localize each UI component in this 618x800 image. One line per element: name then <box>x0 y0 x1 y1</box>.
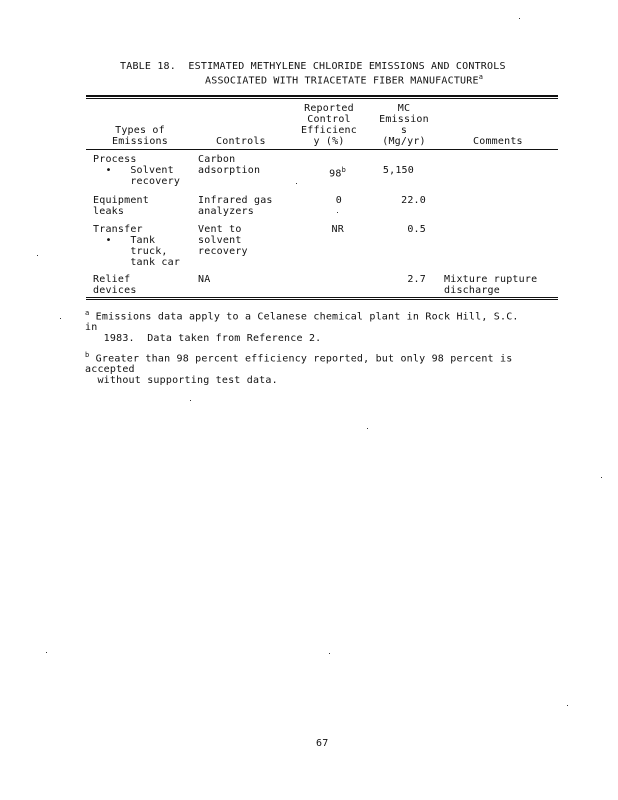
scan-speck <box>567 705 568 706</box>
scan-speck <box>519 18 520 19</box>
title-footnote-mark: a <box>478 73 484 81</box>
row-relief-type-line1: Relief <box>93 274 131 285</box>
footnote-a-line3: 1983. Data taken from Reference 2. <box>85 333 322 345</box>
row-relief-comments <box>444 274 537 296</box>
table-title-line2-text: ASSOCIATED WITH TRIACETATE FIBER MANUFACTURE <box>205 75 479 87</box>
top-rule-thin <box>86 98 558 99</box>
bottom-rule-2 <box>86 299 558 300</box>
header-types <box>100 125 180 147</box>
row-transfer-ctrl-line1: Vent to <box>198 224 242 235</box>
bottom-rule <box>86 297 558 298</box>
row-transfer-controls <box>198 224 248 257</box>
header-eff-line2: Control <box>307 114 351 125</box>
row-transfer-ctrl-line3: recovery <box>198 246 248 257</box>
row-process-types <box>93 154 180 187</box>
row-equipment-emissions: 22.0 <box>401 195 426 206</box>
row-transfer-emissions: 0.5 <box>407 224 426 235</box>
scan-speck <box>190 400 191 401</box>
row-process-type-line1: Process <box>93 154 137 165</box>
row-transfer-ctrl-line2: solvent <box>198 235 242 246</box>
scan-speck <box>367 428 368 429</box>
header-eff-line3: Efficienc <box>301 125 357 136</box>
header-controls: Controls <box>216 136 266 147</box>
row-equipment-efficiency: 0 <box>335 195 342 206</box>
row-equip-type-line2: leaks <box>93 206 125 217</box>
row-transfer-type-line4: tank car <box>93 257 181 268</box>
row-relief-controls: NA <box>198 274 211 285</box>
row-transfer-efficiency: NR <box>331 224 344 235</box>
footnote-a <box>85 308 519 344</box>
scan-speck <box>337 212 338 213</box>
table-title-line2 <box>205 72 483 86</box>
header-types-line1: Types of <box>115 125 165 136</box>
footnote-a-line2: in <box>85 322 98 334</box>
row-transfer-types <box>93 224 180 268</box>
footnote-a-line1 <box>85 308 519 322</box>
header-em-line1: MC <box>397 103 411 114</box>
scan-speck <box>329 653 330 654</box>
row-process-efficiency <box>300 165 346 179</box>
header-em-line4: (Mg/yr) <box>382 136 426 147</box>
header-comments: Comments <box>473 136 523 147</box>
header-em-line3: s <box>400 125 408 136</box>
row-process-ctrl-line3: adsorption <box>198 165 261 176</box>
footnote-b-line1-text: Greater than 98 percent efficiency reported, but only 98 percent is <box>95 353 513 365</box>
header-rule <box>86 149 558 150</box>
row-relief-comment-line2: discharge <box>444 285 500 296</box>
scan-speck <box>296 183 297 184</box>
row-equipment-controls <box>198 195 273 217</box>
row-process-eff-mark: b <box>341 166 346 174</box>
row-transfer-type-line3: truck, <box>93 246 168 257</box>
scan-speck <box>60 318 61 319</box>
scan-speck <box>46 652 47 653</box>
row-relief-emissions: 2.7 <box>407 274 426 285</box>
row-equip-ctrl-line2: analyzers <box>198 206 254 217</box>
row-process-ctrl-line2: Carbon <box>198 154 236 165</box>
row-process-type-line3: recovery <box>93 176 181 187</box>
footnote-a-line1-text: Emissions data apply to a Celanese chemical plant in Rock Hill, S.C. <box>95 311 519 323</box>
row-process-type-line2: • Solvent <box>93 165 174 176</box>
footnote-b-line3: without supporting test data. <box>85 375 278 387</box>
row-relief-type-line2: devices <box>93 285 137 296</box>
row-equip-type-line1: Equipment <box>93 195 149 206</box>
row-equipment-types <box>93 195 149 217</box>
top-rule <box>86 95 558 97</box>
row-transfer-type-line1: Transfer <box>93 224 143 235</box>
table-title-line1: TABLE 18. ESTIMATED METHYLENE CHLORIDE EMISSIONS AND CONTROLS <box>120 61 506 72</box>
page-number: 67 <box>316 738 329 749</box>
footnote-b <box>85 350 512 386</box>
header-types-line2: Emissions <box>112 136 168 147</box>
footnote-a-mark: a <box>85 309 90 317</box>
row-process-emissions: 5,150 <box>382 165 414 176</box>
scan-speck <box>601 477 602 478</box>
row-transfer-type-line2: • Tank <box>93 235 156 246</box>
header-emissions <box>372 103 436 147</box>
header-eff-line4: y (%) <box>313 136 345 147</box>
row-relief-comment-line1: Mixture rupture <box>444 274 538 285</box>
header-efficiency <box>293 103 365 147</box>
header-eff-line1: Reported <box>304 103 354 114</box>
row-process-eff-value: 98 <box>329 168 342 180</box>
row-process-controls <box>198 154 260 176</box>
scan-speck <box>37 255 38 256</box>
footnote-b-line2: accepted <box>85 364 135 376</box>
footnote-b-mark: b <box>85 351 90 359</box>
row-relief-types <box>93 274 137 296</box>
row-equip-ctrl-line1: Infrared gas <box>198 195 273 206</box>
header-em-line2: Emission <box>379 114 429 125</box>
footnote-b-line1 <box>85 350 512 364</box>
